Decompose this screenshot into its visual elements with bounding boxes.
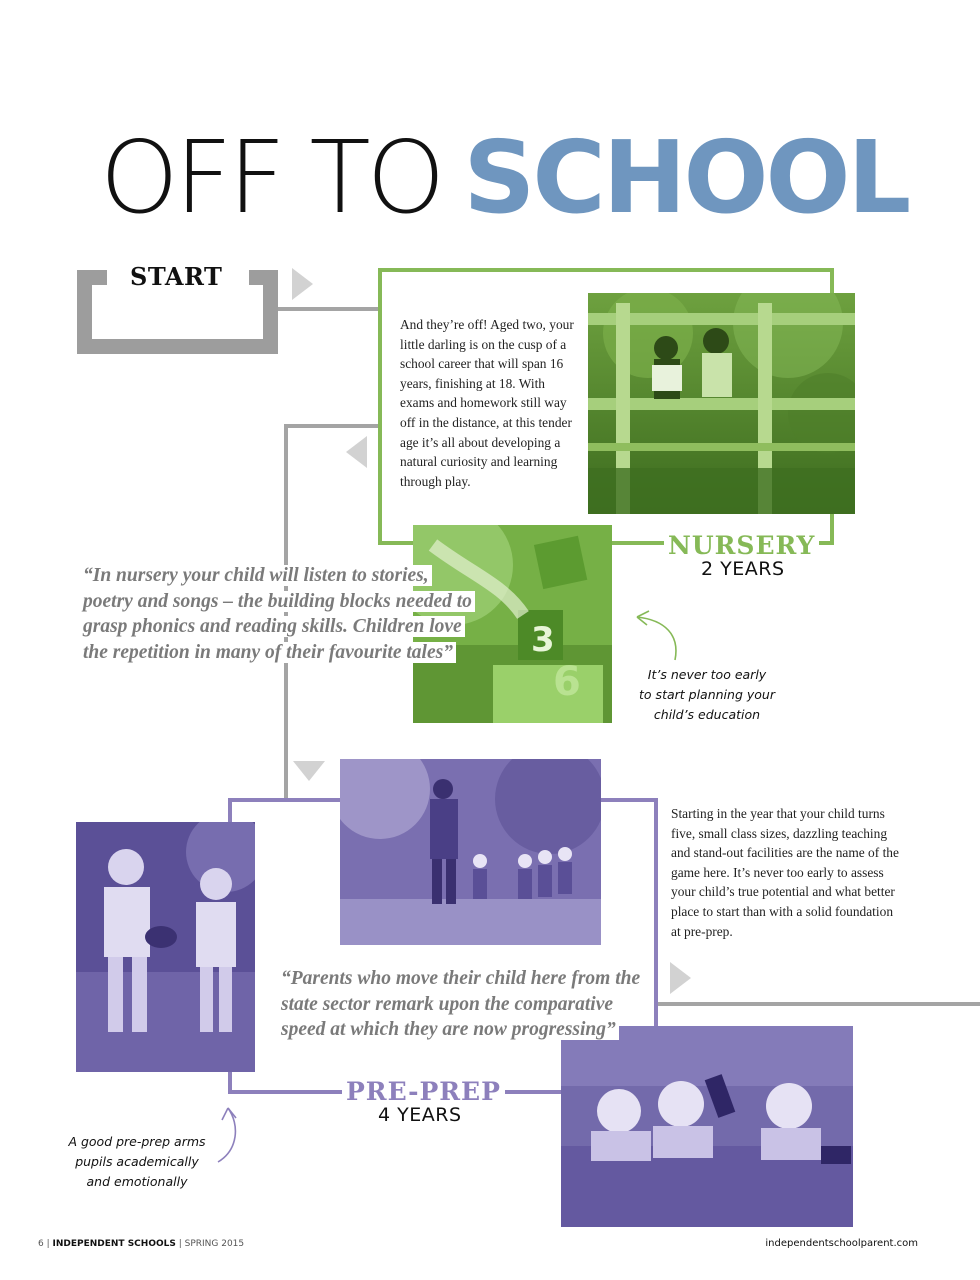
preprep-years: 4 YEARS [378,1104,462,1126]
quote-line: “In nursery your child will listen to stories, [80,565,432,586]
nursery-frame [378,268,834,272]
quote-line: grasp phonics and reading skills. Children love [80,616,465,637]
publication-name: INDEPENDENT SCHOOLS [52,1239,176,1249]
note-line: to start planning your [639,687,775,702]
preprep-body-text: Starting in the year that your child turns five, small class sizes, dazzling teaching and stand-out facilities are the name of the game here. It’s never too early to assess your child’s true potential and what better place to start than with a solid foundation at pre-prep. [671,806,899,939]
arrow-right-icon [292,268,313,300]
nursery-body-text: And they’re off! Aged two, your little darling is on the cusp of a school career that will span 16 years, finishing at 18. With exams and homework still way off in the distance, at this tender age it’s all about developing a natural curiosity and learning through play. [400,317,574,489]
preprep-photo-rugby [76,822,255,1072]
note-line: It’s never too early [647,667,767,682]
note-line: A good pre-prep arms [68,1134,206,1149]
note-line: pupils academically [75,1154,199,1169]
nursery-quote [80,563,500,665]
footer-left: 6 | INDEPENDENT SCHOOLS | SPRING 2015 [38,1239,245,1249]
quote-line: speed at which they are now progressing” [278,1019,619,1040]
page-title [100,119,909,236]
note-line: and emotionally [86,1174,188,1189]
note-line: child’s education [653,707,761,722]
svg-text:6: 6 [553,659,581,705]
quote-line: poetry and songs – the building blocks needed to [80,591,475,612]
title-part-2: SCHOOL [463,119,909,236]
nursery-photo-bridge [588,293,855,514]
arrow-left-icon [346,436,367,468]
start-label: START [130,262,223,291]
path-line [284,424,382,428]
curved-arrow-icon [625,605,695,665]
title-part-1: OFF TO [100,119,442,236]
path-line [278,307,381,311]
nursery-note [632,665,782,725]
svg-text:3: 3 [531,620,555,660]
nursery-frame [378,268,382,544]
footer-website: independentschoolparent.com [765,1238,918,1249]
preprep-label: PRE-PREP [342,1077,505,1106]
arrow-right-icon [670,962,691,994]
nursery-years: 2 YEARS [701,558,785,580]
nursery-label: NURSERY [664,531,819,560]
preprep-quote [278,966,668,1043]
quote-line: “Parents who move their child here from the [278,968,643,989]
path-line [658,1002,980,1006]
preprep-note [62,1132,212,1192]
preprep-photo-walk [340,759,601,945]
quote-line: state sector remark upon the comparative [278,994,616,1015]
page-number: 6 [38,1239,44,1249]
arrow-down-icon [293,761,325,781]
preprep-photo-children [561,1026,853,1227]
quote-line: the repetition in many of their favourite tales” [80,642,456,663]
issue: SPRING 2015 [184,1239,245,1249]
